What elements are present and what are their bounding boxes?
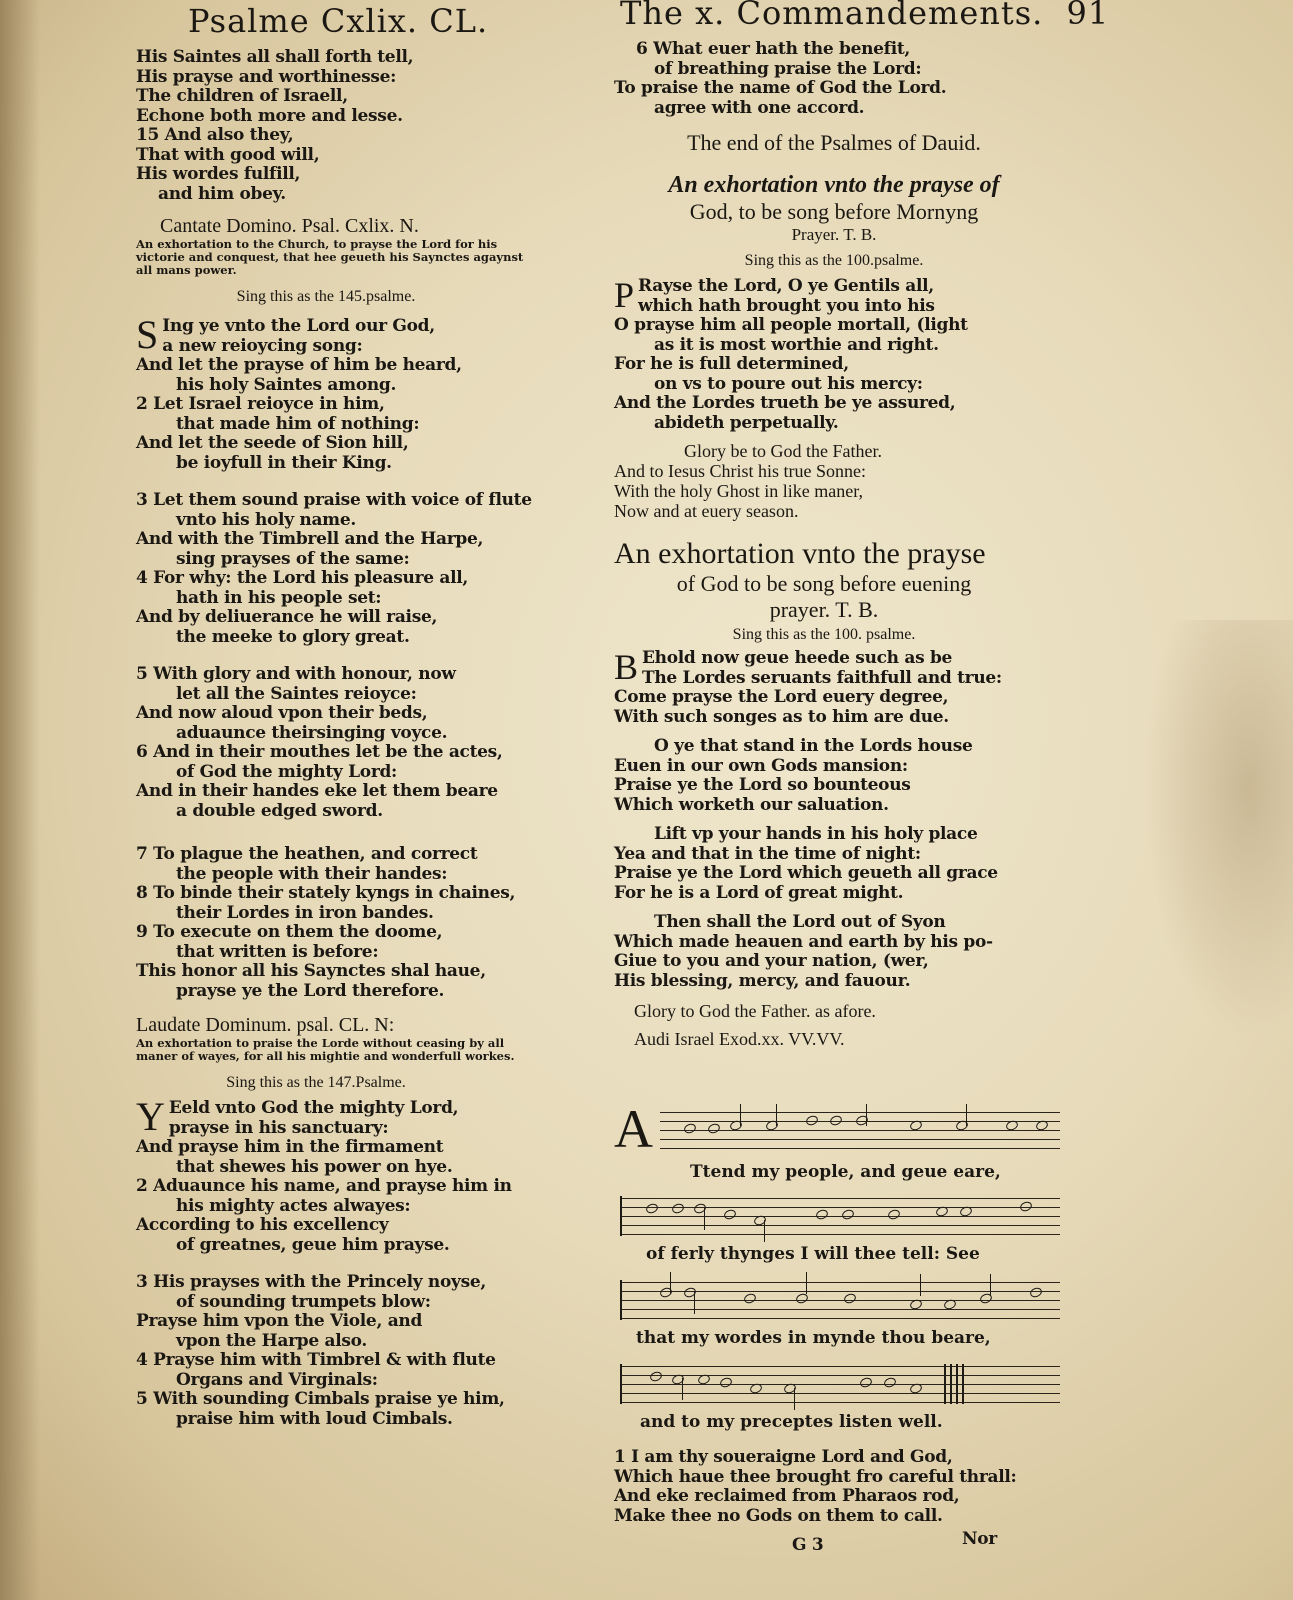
verse-line: Echone both more and lesse.: [136, 105, 403, 126]
psalm149-stanza-3: [136, 491, 556, 647]
verse-line: Eeld vnto God the mighty Lord,: [168, 1098, 459, 1118]
verse-line: 2 Let Israel reioyce in him,: [136, 394, 385, 414]
morning-title-line-3: Prayer. T. B.: [791, 225, 877, 244]
verse-line: 6 And in their mouthes let be the actes,: [136, 742, 503, 762]
psalm149-argument: An exhortation to the Church, to prayse the Lord for his victorie and conquest, that hee geueth his Saynctes agaynst all mans power.: [136, 237, 524, 277]
evening-gloria: Glory to God the Father. as afore.: [634, 1001, 876, 1021]
verse-line: as it is most worthie and right.: [654, 334, 939, 355]
evening-title-line-1: An exhortation vnto the prayse: [614, 537, 986, 570]
psalm149-stanza-7: [136, 845, 556, 1001]
verse-line: To praise the name of God the Lord.: [614, 78, 947, 98]
verse-line: prayse ye the Lord therefore.: [176, 980, 445, 1001]
verse-line: of God the mighty Lord:: [176, 761, 398, 782]
drop-cap: B: [614, 647, 639, 687]
verse-line: His blessing, mercy, and fauour.: [614, 970, 911, 991]
verse-line: 5 With sounding Cimbals praise ye him,: [136, 1389, 505, 1409]
drop-cap: S: [136, 312, 159, 357]
verse-line: 3 His prayses with the Princely noyse,: [136, 1272, 486, 1292]
verse-line: and him obey.: [158, 183, 286, 204]
verse-line: And in their handes eke let them beare: [136, 781, 498, 801]
verse-line: For he is full determined,: [614, 354, 849, 374]
verse-line: 1 I am thy soueraigne Lord and God,: [614, 1447, 953, 1467]
verse-line: O ye that stand in the Lords house: [654, 736, 973, 756]
verse-line: Praise ye the Lord so bounteous: [614, 775, 911, 795]
morning-gloria: [614, 441, 1064, 521]
verse-line: the meeke to glory great.: [176, 626, 410, 647]
morning-title-line-1: An exhortation vnto the prayse of: [668, 172, 1000, 198]
psalm148-end: [136, 48, 556, 204]
verse-line: of breathing praise the Lord:: [654, 58, 922, 79]
verse-line: 3 Let them sound praise with voice of flute: [136, 490, 532, 510]
verse-line: Which made heauen and earth by his po-: [614, 931, 993, 952]
psalm150-title: Laudate Dominum. psal. CL. N:: [136, 1014, 395, 1036]
signature-mark: G 3: [792, 1535, 824, 1555]
verse-line: his mighty actes alwayes:: [176, 1195, 411, 1216]
verse-line: of greatnes, geue him prayse.: [176, 1234, 450, 1255]
verse-line: That with good will,: [136, 144, 320, 165]
verse-line: that written is before:: [176, 941, 379, 962]
lyric-line: Ttend my people, and geue eare,: [690, 1162, 1001, 1182]
catchword: Nor: [962, 1529, 997, 1549]
verse-line: that made him of nothing:: [176, 413, 420, 434]
verse-line: For he is a Lord of great might.: [614, 882, 904, 903]
evening-title-line-3: prayer. T. B.: [769, 597, 879, 622]
psalm150-tune: Sing this as the 147.Psalme.: [226, 1074, 406, 1091]
verse-line: 9 To execute on them the doome,: [136, 922, 443, 942]
music-staff-1: [660, 1110, 1060, 1150]
verse-line: 4 For why: the Lord his pleasure all,: [136, 568, 469, 588]
music-staff-3: [620, 1280, 1060, 1320]
verse-line: Ing ye vnto the Lord our God,: [162, 316, 435, 336]
verse-line: be ioyfull in their King.: [176, 452, 392, 473]
verse-line: According to his excellency: [136, 1215, 389, 1235]
verse-line: Which worketh our saluation.: [614, 794, 889, 815]
verse-line: 15 And also they,: [136, 125, 294, 145]
drop-cap: Y: [136, 1094, 165, 1139]
paper-stain: [1143, 620, 1293, 1040]
psalm149-stanza-5: [136, 665, 556, 821]
verse-line: And let the seede of Sion hill,: [136, 433, 409, 453]
verse-line: 7 To plague the heathen, and correct: [136, 844, 478, 864]
evening-stanza-4: [614, 913, 1064, 991]
evening-title-line-2: of God to be song before euening: [676, 571, 972, 596]
music-staff-2: [620, 1196, 1060, 1236]
music-staff-4: [620, 1364, 1060, 1404]
verse-line: their Lordes in iron bandes.: [176, 902, 434, 923]
verse-line: Rayse the Lord, O ye Gentils all,: [638, 276, 934, 296]
verse-line: hath in his people set:: [176, 587, 382, 608]
verse-line: of sounding trumpets blow:: [176, 1291, 431, 1312]
verse-line: aduaunce theirsinging voyce.: [176, 722, 448, 743]
gloria-line: And to Iesus Christ his true Sonne:: [614, 461, 866, 481]
verse-line: And prayse him in the firmament: [136, 1137, 444, 1157]
verse-line: a new reioycing song:: [162, 335, 363, 356]
morning-tune: Sing this as the 100.psalme.: [744, 252, 924, 269]
gloria-line: Now and at euery season.: [614, 501, 799, 521]
verse-line: And by deliuerance he will raise,: [136, 607, 438, 627]
verse-line: This honor all his Saynctes shal haue,: [136, 961, 486, 981]
verse-line: let all the Saintes reioyce:: [176, 683, 417, 704]
lyric-line: of ferly thynges I will thee tell: See: [646, 1244, 980, 1264]
verse-line: Which haue thee brought fro careful thrall:: [614, 1466, 1017, 1487]
lyric-line: that my wordes in mynde thou beare,: [636, 1328, 991, 1348]
verse-line: His wordes fulfill,: [136, 164, 301, 184]
verse-line: on vs to poure out his mercy:: [654, 373, 923, 394]
verse-line: 2 Aduaunce his name, and prayse him in: [136, 1176, 512, 1196]
drop-cap: P: [614, 275, 635, 315]
audi-israel-title: Audi Israel Exod.xx. VV.VV.: [634, 1029, 845, 1049]
verse-line: Organs and Virginals:: [176, 1369, 378, 1390]
verse-line: And with the Timbrell and the Harpe,: [136, 529, 484, 549]
right-column: [614, 40, 1064, 1049]
verse-line: sing prayses of the same:: [176, 548, 410, 569]
evening-stanza-3: [614, 825, 1064, 903]
verse-line: Then shall the Lord out of Syon: [654, 912, 946, 932]
music-initial: A: [614, 1099, 653, 1159]
psalm149-stanza-1: [136, 312, 556, 473]
verse-line: Yea and that in the time of night:: [614, 843, 921, 864]
verse-line: The Lordes seruants faithfull and true:: [642, 667, 1002, 688]
verse-line: Prayse him vpon the Viole, and: [136, 1311, 423, 1331]
verse-line: Lift vp your hands in his holy place: [654, 824, 978, 844]
verse-line: The children of Israell,: [136, 86, 348, 106]
gloria-line: With the holy Ghost in like maner,: [614, 481, 864, 501]
verse-line: Ehold now geue heede such as be: [642, 648, 953, 668]
psalm150-stanza-1: [136, 1094, 556, 1255]
verse-line: And eke reclaimed from Pharaos rod,: [614, 1486, 960, 1506]
psalm150-stanza-6: [614, 40, 1064, 118]
morning-hymn: [614, 277, 1064, 433]
verse-line: vpon the Harpe also.: [176, 1330, 367, 1351]
first-commandment: [614, 1448, 1064, 1526]
psalm150-argument: An exhortation to praise the Lorde without ceasing by all maner of wayes, for all his mightie and wonderfull workes.: [136, 1036, 515, 1063]
verse-line: And the Lordes trueth be ye assured,: [614, 393, 956, 413]
verse-line: 8 To binde their stately kyngs in chaines,: [136, 883, 516, 903]
verse-line: the people with their handes:: [176, 863, 448, 884]
verse-line: 6 What euer hath the benefit,: [636, 39, 911, 59]
verse-line: And let the prayse of him be heard,: [136, 355, 462, 375]
psalm149-tune: Sing this as the 145.psalme.: [236, 288, 416, 305]
verse-line: which hath brought you into his: [638, 295, 935, 316]
evening-stanza-1: [614, 649, 1064, 727]
evening-tune: Sing this as the 100. psalme.: [732, 626, 916, 643]
verse-line: And now aloud vpon their beds,: [136, 703, 428, 723]
evening-stanza-2: [614, 737, 1064, 815]
lyric-line: and to my preceptes listen well.: [640, 1412, 943, 1432]
folio-number: 91: [1066, 0, 1110, 32]
verse-line: abideth perpetually.: [654, 412, 839, 433]
verse-line: that shewes his power on hye.: [176, 1156, 453, 1177]
verse-line: With such songes as to him are due.: [614, 706, 949, 727]
verse-line: 5 With glory and with honour, now: [136, 664, 456, 684]
verse-line: 4 Prayse him with Timbrel & with flute: [136, 1350, 496, 1370]
morning-title-line-2: God, to be song before Mornyng: [689, 199, 979, 224]
verse-line: vnto his holy name.: [176, 509, 357, 530]
verse-line: Praise ye the Lord which geueth all grace: [614, 863, 998, 883]
verse-line: Make thee no Gods on them to call.: [614, 1505, 943, 1526]
verse-line: praise him with loud Cimbals.: [176, 1408, 453, 1429]
left-column: [136, 48, 556, 1429]
page-gutter-shadow: [0, 0, 40, 1600]
psalm150-stanza-3: [136, 1273, 556, 1429]
verse-line: his holy Saintes among.: [176, 374, 397, 395]
right-header-text: The x. Commandements.: [620, 0, 1044, 32]
verse-line: O prayse him all people mortall, (light: [614, 315, 968, 335]
psalm149-title: Cantate Domino. Psal. Cxlix. N.: [160, 215, 419, 237]
verse-line: prayse in his sanctuary:: [168, 1117, 389, 1138]
left-running-head: [188, 2, 488, 42]
left-header-text: Psalme Cxlix. CL.: [188, 2, 489, 40]
verse-line: Come prayse the Lord euery degree,: [614, 687, 949, 707]
verse-line: His prayse and worthinesse:: [136, 66, 397, 87]
right-running-head: [620, 0, 1109, 34]
verse-line: a double edged sword.: [176, 800, 383, 821]
verse-line: Giue to you and your nation, (wer,: [614, 951, 929, 971]
verse-line: His Saintes all shall forth tell,: [136, 47, 414, 67]
end-of-psalms: The end of the Psalmes of Dauid.: [687, 130, 981, 155]
gloria-line: Glory be to God the Father.: [684, 441, 882, 461]
verse-line: agree with one accord.: [654, 97, 865, 118]
verse-line: Euen in our own Gods mansion:: [614, 755, 908, 776]
